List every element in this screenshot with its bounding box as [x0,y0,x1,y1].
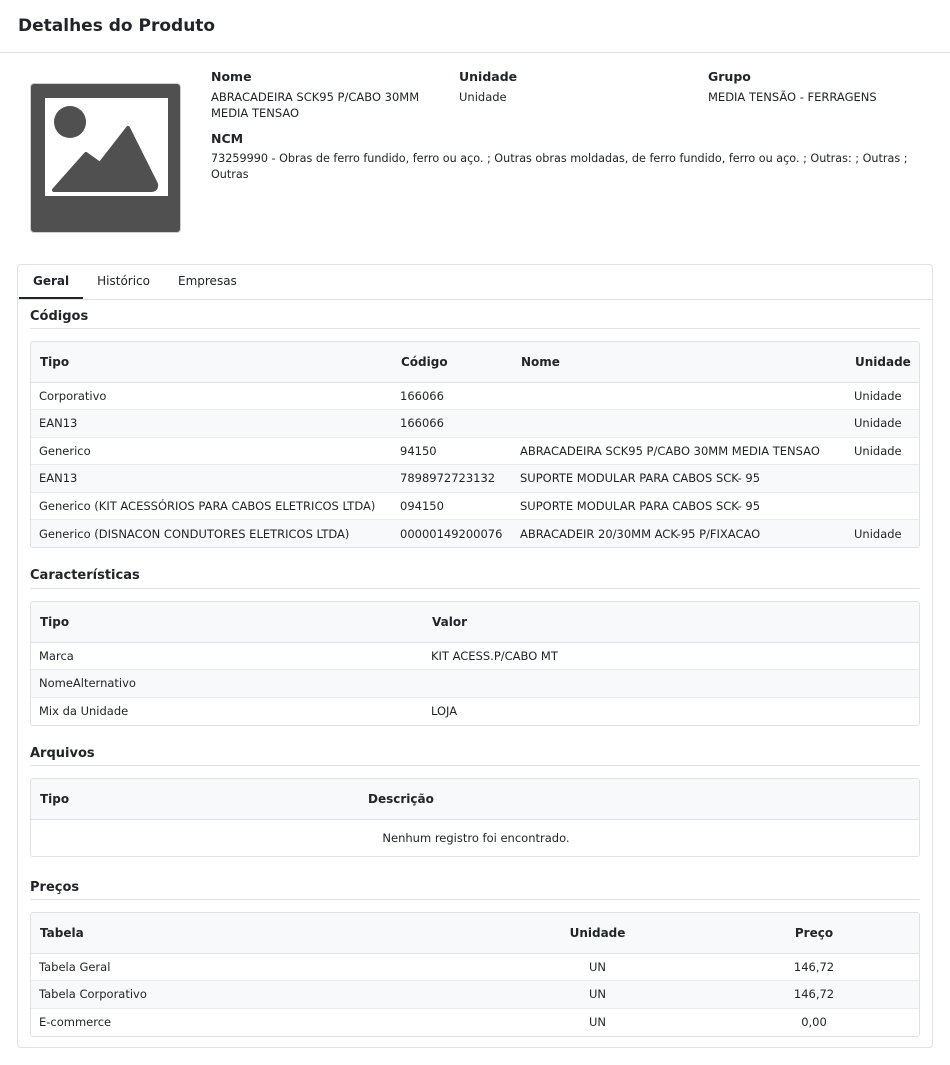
cell-unidade: UN [488,981,707,1009]
unidade-value: Unidade [459,90,507,104]
cell-unidade: Unidade [846,520,920,548]
column-header: Preço [707,913,920,953]
cell-nome [512,382,846,410]
unidade-label: Unidade [459,69,518,84]
arquivos-table [30,778,920,857]
cell-preco: 146,72 [793,959,835,974]
caracteristicas-table [30,601,920,726]
cell-unidade [846,492,920,520]
empty-message: Nenhum registro foi encontrado. [31,819,920,856]
table-row [31,670,920,698]
table-row [31,981,920,1009]
cell-unidade: Unidade [846,437,920,465]
cell-tabela: E-commerce [31,1008,488,1036]
precos-header-row [31,913,920,953]
cell-nome: SUPORTE MODULAR PARA CABOS SCK- 95 [512,465,846,493]
nome-label: Nome [211,69,252,84]
cell-nome: ABRACADEIRA SCK95 P/CABO 30MM MEDIA TENSAO [512,437,846,465]
cell-tabela: Tabela Geral [39,959,111,974]
ncm-label: NCM [211,131,244,146]
nome-value: ABRACADEIRA SCK95 P/CABO 30MM MEDIA TENSAO [211,90,420,120]
codigos-title: Códigos [30,309,89,324]
column-header: Unidade [846,342,920,382]
cell-tipo: EAN13 [31,410,392,438]
cell-tipo: Marca [39,648,74,663]
cell-codigo: 94150 [392,437,512,465]
cell-codigo: 7898972723132 [392,465,512,493]
page-title: Detalhes do Produto [18,16,216,36]
ncm-value: 73259990 - Obras de ferro fundido, ferro ou aço. ; Outras obras moldadas, de ferro fundido, ferro ou aço. ; Outras: ; Outras ; Outras [211,152,908,181]
arquivos-title: Arquivos [30,746,95,761]
cell-tipo: Generico (KIT ACESSÓRIOS PARA CABOS ELETRICOS LTDA) [31,492,392,520]
column-header: Descrição [359,779,920,819]
caracteristicas-title: Características [30,568,140,583]
column-header: Tabela [31,913,488,953]
column-header: Tipo [31,779,359,819]
cell-nome: SUPORTE MODULAR PARA CABOS SCK- 95 [512,492,846,520]
cell-unidade: Unidade [854,388,902,403]
product-details-card [17,264,933,1048]
field-grupo [708,69,938,105]
product-image [30,83,181,233]
cell-preco: 146,72 [707,981,920,1009]
cell-tipo: Mix da Unidade [31,697,423,725]
grupo-value: MEDIA TENSÃO - FERRAGENS [708,90,877,104]
cell-unidade: UN [488,1008,707,1036]
column-header: Valor [423,602,920,642]
table-row [31,437,920,465]
table-row [31,492,920,520]
caracteristicas-divider [30,588,920,589]
field-ncm [211,131,941,183]
page-header [0,0,950,53]
cell-tabela: Tabela Corporativo [31,981,488,1009]
cell-unidade [846,465,920,493]
column-header: Nome [512,342,846,382]
tab-geral[interactable]: Geral [19,265,83,299]
column-header: Código [392,342,512,382]
cell-codigo: 00000149200076 [392,520,512,548]
table-row [31,642,920,670]
cell-nome: ABRACADEIR 20/30MM ACK-95 P/FIXACAO [512,520,846,548]
tab-empresas[interactable]: Empresas [178,274,237,288]
table-row [31,382,920,410]
cell-valor: LOJA [423,697,920,725]
field-unidade [459,69,679,105]
column-header: Tipo [31,602,423,642]
cell-tipo: Generico (DISNACON CONDUTORES ELETRICOS LTDA) [31,520,392,548]
precos-title: Preços [30,880,80,895]
table-row [31,520,920,548]
cell-tipo: NomeAlternativo [31,670,423,698]
cell-nome [512,410,846,438]
grupo-label: Grupo [708,69,751,84]
column-header: Tipo [31,342,392,382]
image-placeholder-icon [45,98,168,196]
table-row [31,953,920,981]
cell-tipo: EAN13 [31,465,392,493]
field-nome [211,69,431,121]
cell-tipo: Corporativo [39,388,107,403]
cell-codigo: 094150 [392,492,512,520]
cell-codigo: 166066 [400,388,444,403]
cell-preco: 0,00 [707,1008,920,1036]
table-row [31,410,920,438]
cell-tipo: Generico [31,437,392,465]
table-row [31,1008,920,1036]
table-row [31,697,920,725]
arquivos-header-row [31,779,920,819]
codigos-header-row [31,342,920,382]
codigos-table [30,341,920,548]
empty-row [31,819,920,856]
cell-unidade: UN [588,959,607,974]
tab-historico[interactable]: Histórico [97,274,150,288]
tab-bar [18,265,932,300]
codigos-divider [30,328,920,329]
cell-valor [423,670,920,698]
column-header: Unidade [488,913,707,953]
precos-divider [30,899,920,900]
arquivos-divider [30,765,920,766]
cell-codigo: 166066 [392,410,512,438]
cell-valor: KIT ACESS.P/CABO MT [431,648,558,663]
precos-table [30,912,920,1037]
cell-unidade: Unidade [846,410,920,438]
table-row [31,465,920,493]
caracteristicas-header-row [31,602,920,642]
product-summary [0,53,950,263]
